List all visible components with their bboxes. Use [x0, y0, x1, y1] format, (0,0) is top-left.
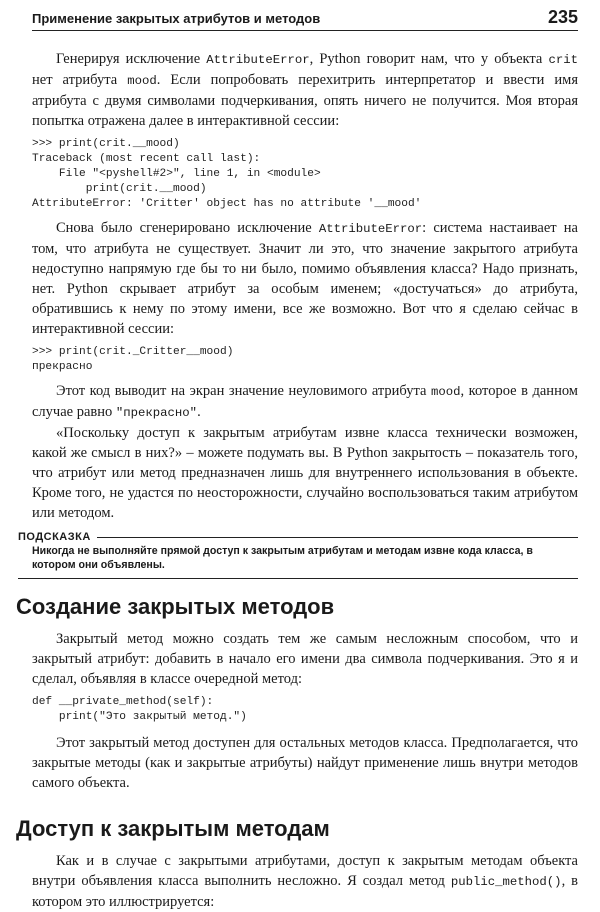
code-block-2 — [32, 345, 578, 375]
code-line: print("Это закрытый метод.") — [32, 711, 247, 723]
paragraph-5: Закрытый метод можно создать тем же самым несложным способом, что и закрытый атрибут: добавить в начало его имени два символа подчеркивания. Это я и сделал, объявляя в классе очередной метод: — [32, 631, 578, 687]
running-header — [32, 0, 578, 31]
divider — [97, 537, 578, 538]
tip-text: Никогда не выполняйте прямой доступ к закрытым атрибутам и методам извне кода класса, в котором они объявлены. — [18, 544, 578, 579]
paragraph-1: Генерируя исключение AttributeError, Python говорит нам, что у объекта crit нет атрибута mood. Если попробовать перехитрить интерпретатор и ввести имя атрибута с двумя символами подчеркивания, опять ничего не получится. Моя вторая попытка отражена далее в интерактивной сессии: — [32, 51, 578, 129]
inline-code: public_method() — [450, 875, 562, 889]
paragraph-7: Как и в случае с закрытыми атрибутами, доступ к закрытым методам объекта внутри объявления класса выполнить несложно. Я создал метод public_method(), в котором это иллюстрируется: — [32, 853, 578, 910]
code-line: AttributeError: 'Critter' object has no attribute '__mood' — [32, 198, 422, 210]
paragraph-2: Снова было сгенерировано исключение AttributeError: система настаивает на том, что атрибута не существует. Значит ли это, что значение закрытого атрибута недоступно напрямую где бы то ни было, помимо объявления класса? Надо признать, нет. Python скрывает атрибут за особым именем; «достучаться» до атрибута, обратившись к нему по этому имени, все же возможно. Вот что я сделаю сейчас в интерактивной сессии: — [32, 220, 578, 337]
chapter-title: Применение закрытых атрибутов и методов — [32, 11, 321, 26]
section-heading-create: Создание закрытых методов — [16, 594, 335, 619]
code-line: print(crit.__mood) — [32, 183, 207, 195]
tip-box — [18, 531, 578, 579]
paragraph-4: «Поскольку доступ к закрытым атрибутам извне класса технически возможен, какой же смысл в них?» – можете подумать вы. В Python закрытость – показатель того, что атрибут или метод предназначен лишь для внутреннего использования в объекте. Кроме того, не удастся по неосторожности, случайно воспользоваться таким атрибутом или методом. — [32, 425, 578, 521]
inline-code: mood — [430, 385, 461, 399]
tip-header — [18, 531, 578, 543]
code-line: def __private_method(self): — [32, 696, 214, 708]
code-line: File "<pyshell#2>", line 1, in <module> — [32, 168, 321, 180]
code-block-1 — [32, 137, 578, 212]
code-line: >>> print(crit.__mood) — [32, 138, 180, 150]
paragraph-3: Этот код выводит на экран значение неуловимого атрибута mood, которое в данном случае равно "прекрасно". — [32, 383, 578, 420]
section-heading-access: Доступ к закрытым методам — [16, 816, 330, 841]
inline-code: crit — [548, 53, 578, 67]
code-block-3 — [32, 695, 578, 725]
page-number: 235 — [547, 7, 578, 27]
inline-code: AttributeError — [318, 222, 423, 236]
code-line: >>> print(crit._Critter__mood) — [32, 346, 234, 358]
inline-code: AttributeError — [206, 53, 310, 67]
inline-code: mood — [127, 74, 157, 88]
code-line: Traceback (most recent call last): — [32, 153, 261, 165]
code-line: прекрасно — [32, 361, 93, 373]
tip-label: ПОДСКАЗКА — [18, 531, 91, 543]
paragraph-6: Этот закрытый метод доступен для остальных методов класса. Предполагается, что закрытые методы (как и закрытые атрибуты) найдут применение лишь внутри методов самого объекта. — [32, 735, 578, 791]
inline-code: "прекрасно" — [115, 406, 198, 420]
